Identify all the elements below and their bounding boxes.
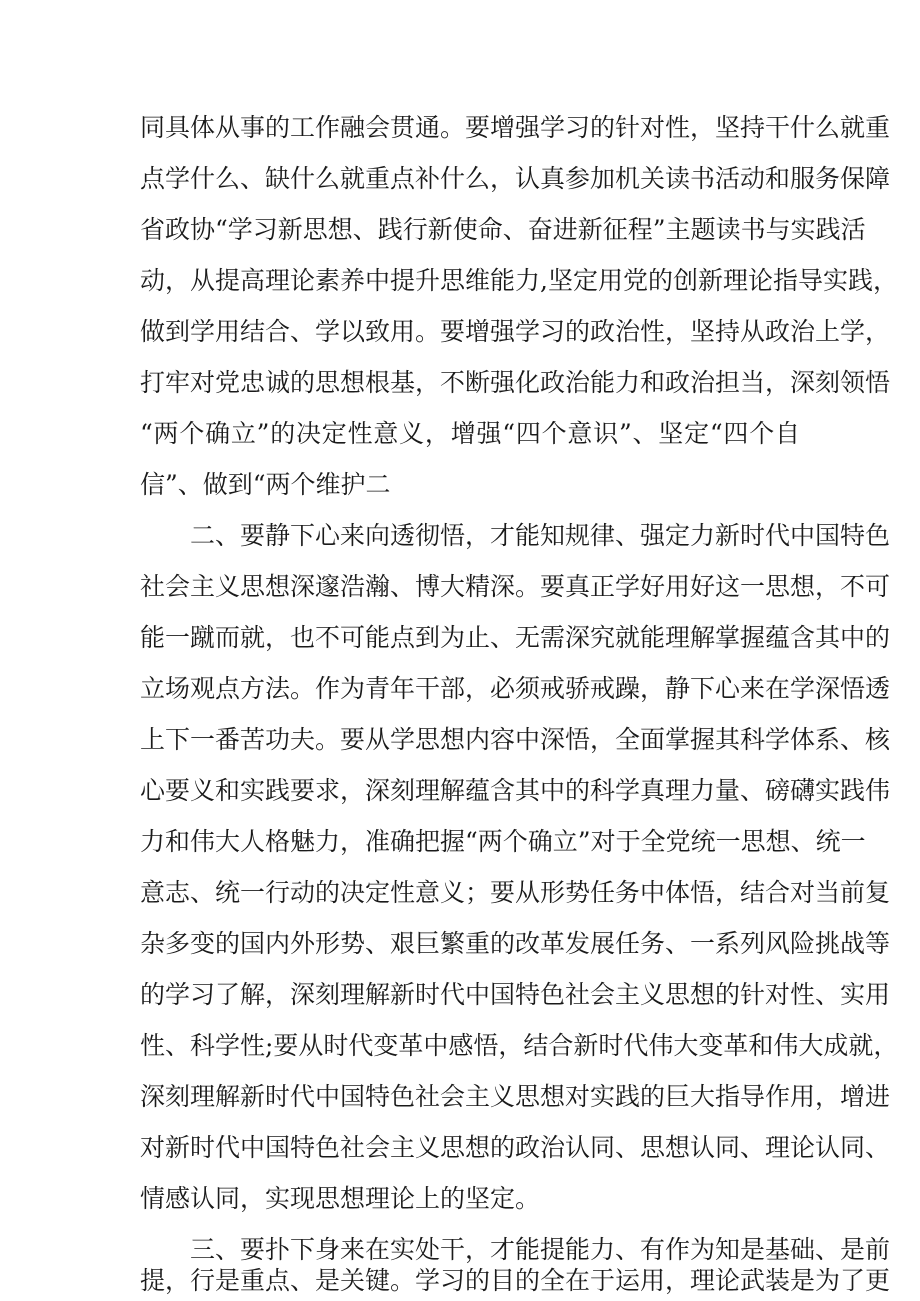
text-line: 对新时代中国特色社会主义思想的政治认同、思想认同、理论认同、 <box>140 1133 891 1162</box>
text-line: 心要义和实践要求，深刻理解蕴含其中的科学真理力量、磅礴实践伟 <box>140 776 891 805</box>
text-line: 意志、统一行动的决定性意义；要从形势任务中体悟，结合对当前复 <box>140 878 891 907</box>
text-line: 社会主义思想深邃浩瀚、博大精深。要真正学好用好这一思想，不可 <box>140 572 891 601</box>
text-line: 杂多变的国内外形势、艰巨繁重的改革发展任务、一系列风险挑战等 <box>140 929 891 958</box>
text-line: “两个确立”的决定性意义，增强“四个意识”、坚定“四个自 <box>140 419 800 448</box>
text-line: 同具体从事的工作融会贯通。要增强学习的针对性，坚持干什么就重 <box>140 113 891 142</box>
text-line: 性、科学性;要从时代变革中感悟，结合新时代伟大变革和伟大成就， <box>140 1031 899 1060</box>
text-line: 提，行是重点、是关键。学习的目的全在于运用，理论武装是为了更 <box>140 1266 891 1295</box>
text-line: 动，从提高理论素养中提升思维能力,坚定用党的创新理论指导实践， <box>140 266 898 295</box>
text-line: 省政协“学习新思想、践行新使命、奋进新征程”主题读书与实践活 <box>140 215 866 244</box>
text-line: 立场观点方法。作为青年干部，必须戒骄戒躁，静下心来在学深悟透 <box>140 674 891 703</box>
text-line: 上下一番苦功夫。要从学思想内容中深悟，全面掌握其科学体系、核 <box>140 725 891 754</box>
paragraph-start-line: 三、要扑下身来在实处干，才能提能力、有作为知是基础、是前 <box>190 1235 891 1264</box>
paragraph-start-line: 二、要静下心来向透彻悟，才能知规律、强定力新时代中国特色 <box>190 521 891 550</box>
text-line: 做到学用结合、学以致用。要增强学习的政治性，坚持从政治上学， <box>140 317 891 346</box>
text-line: 打牢对党忠诚的思想根基，不断强化政治能力和政治担当，深刻领悟 <box>140 368 891 397</box>
text-line: 深刻理解新时代中国特色社会主义思想对实践的巨大指导作用，增进 <box>140 1082 891 1111</box>
text-line: 能一蹴而就，也不可能点到为止、无需深究就能理解掌握蕴含其中的 <box>140 623 891 652</box>
text-line: 信”、做到“两个维护二 <box>140 470 391 499</box>
text-line: 点学什么、缺什么就重点补什么，认真参加机关读书活动和服务保障 <box>140 164 891 193</box>
text-line: 情感认同，实现思想理论上的坚定。 <box>140 1184 541 1213</box>
text-line: 力和伟大人格魅力，准确把握“两个确立”对于全党统一思想、统一 <box>140 827 866 856</box>
text-line: 的学习了解，深刻理解新时代中国特色社会主义思想的针对性、实用 <box>140 980 891 1009</box>
